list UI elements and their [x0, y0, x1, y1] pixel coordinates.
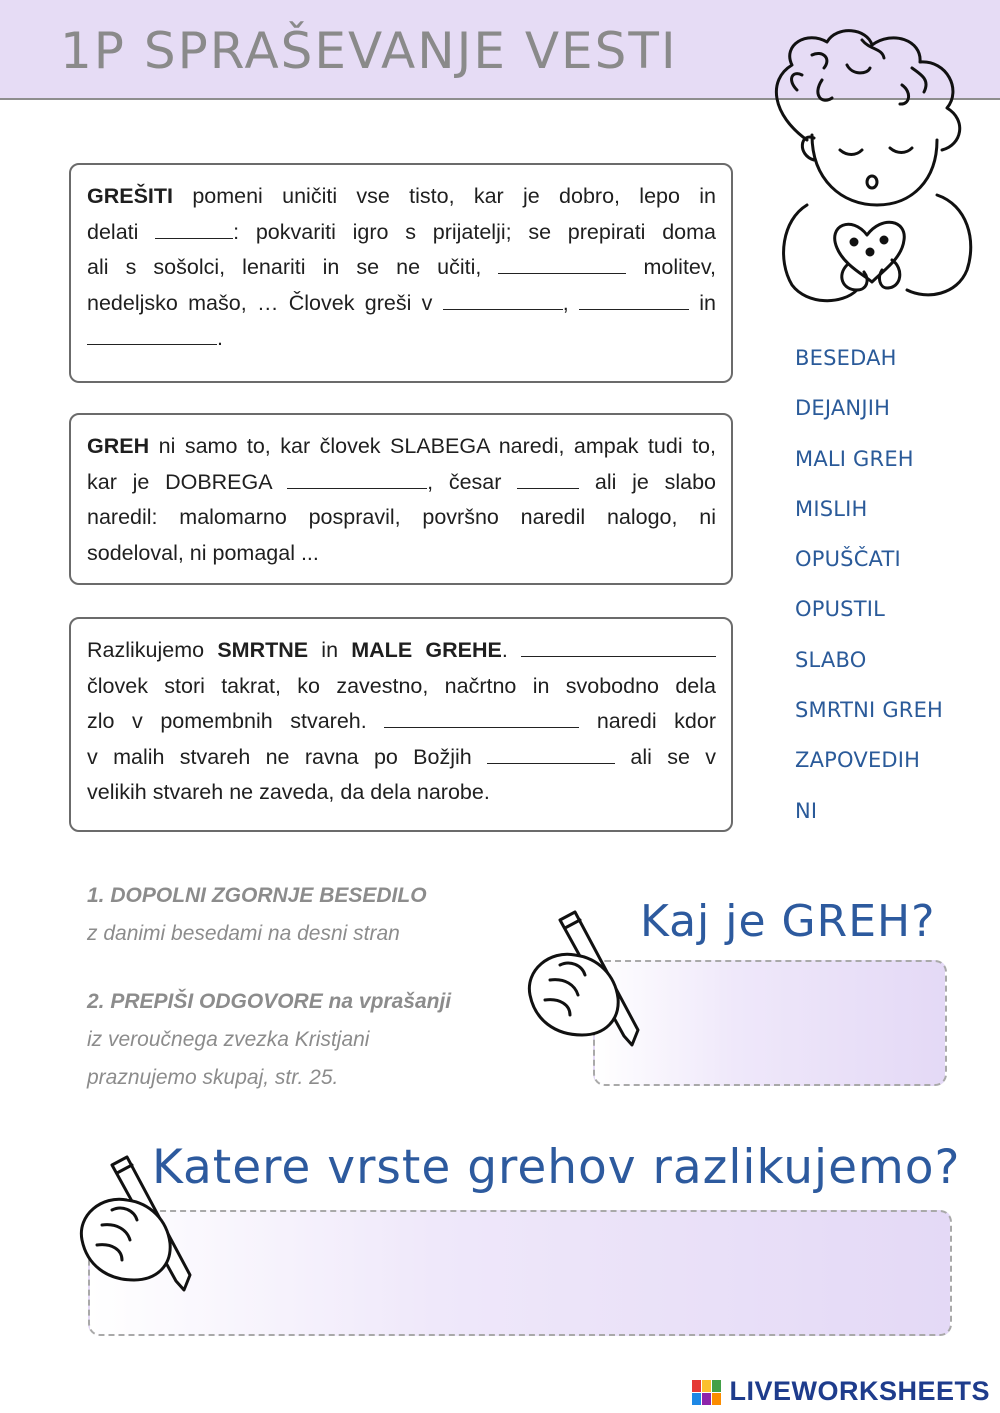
instruction-2: 2. PREPIŠI ODGOVORE na vprašanji iz veroučnega zvezka Kristjani praznujemo skupaj, str. 25.: [87, 990, 452, 1089]
word-bank-item: OPUSTIL: [795, 597, 886, 622]
word-bank-item: OPUŠČATI: [795, 547, 901, 572]
word-bank: [795, 342, 943, 845]
word-bank-item: ZAPOVEDIH: [795, 748, 921, 773]
instruction-1: 1. DOPOLNI ZGORNJE BESEDILO z danimi besedami na desni stran: [87, 884, 427, 945]
blank-3[interactable]: [443, 287, 563, 310]
term-greh: GREH: [87, 434, 150, 458]
text-box-sin-types: Razlikujemo SMRTNE in MALE GREHE. človek stori takrat, ko zavestno, načrtno in svobodno dela zlo v pomembnih stvareh. naredi kdor v malih stvareh ne ravna po Božjih ali se v velikih stvareh ne zaveda, da dela narobe.: [69, 617, 733, 832]
question-2: Katere vrste grehov razlikujemo?: [152, 1140, 961, 1195]
liveworksheets-logo-icon: [692, 1380, 722, 1406]
blank-9[interactable]: [384, 705, 579, 728]
blank-6[interactable]: [287, 466, 427, 489]
blank-1[interactable]: [155, 216, 233, 239]
blank-8[interactable]: [521, 634, 716, 657]
question-1: Kaj je GREH?: [640, 896, 936, 947]
term-gresiti: GREŠITI: [87, 184, 174, 208]
word-bank-item: SLABO: [795, 647, 867, 672]
hand-pencil-icon: [520, 910, 650, 1050]
word-bank-item: MISLIH: [795, 496, 868, 521]
blank-5[interactable]: [87, 322, 217, 345]
blank-7[interactable]: [517, 466, 579, 489]
answer-box-2[interactable]: [88, 1210, 952, 1336]
hand-pencil-icon: [72, 1155, 202, 1295]
text-box-sinning: GREŠITI pomeni uničiti vse tisto, kar je dobro, lepo in delati : pokvariti igro s prijatelji; se prepirati doma ali s sošolci, lenariti in se ne učiti, molitev, nedeljsko mašo, … Človek greši v , in .: [69, 163, 733, 383]
blank-2[interactable]: [498, 251, 626, 274]
watermark: LIVEWORKSHEETS: [729, 1376, 990, 1406]
child-with-heart-illustration: [752, 20, 992, 320]
page-title: 1P SPRAŠEVANJE VESTI: [60, 22, 678, 80]
word-bank-item: SMRTNI GREH: [795, 698, 944, 723]
word-bank-item: MALI GREH: [795, 446, 914, 471]
blank-10[interactable]: [487, 741, 615, 764]
blank-4[interactable]: [579, 287, 689, 310]
word-bank-item: BESEDAH: [795, 346, 897, 370]
text-box-sin: GREH ni samo to, kar človek SLABEGA naredi, ampak tudi to, kar je DOBREGA , česar ali je slabo naredil: malomarno pospravil, površno naredil nalogo, ni sodeloval, ni pomagal ...: [69, 413, 733, 585]
word-bank-item: NI: [795, 798, 818, 823]
word-bank-item: DEJANJIH: [795, 396, 891, 421]
